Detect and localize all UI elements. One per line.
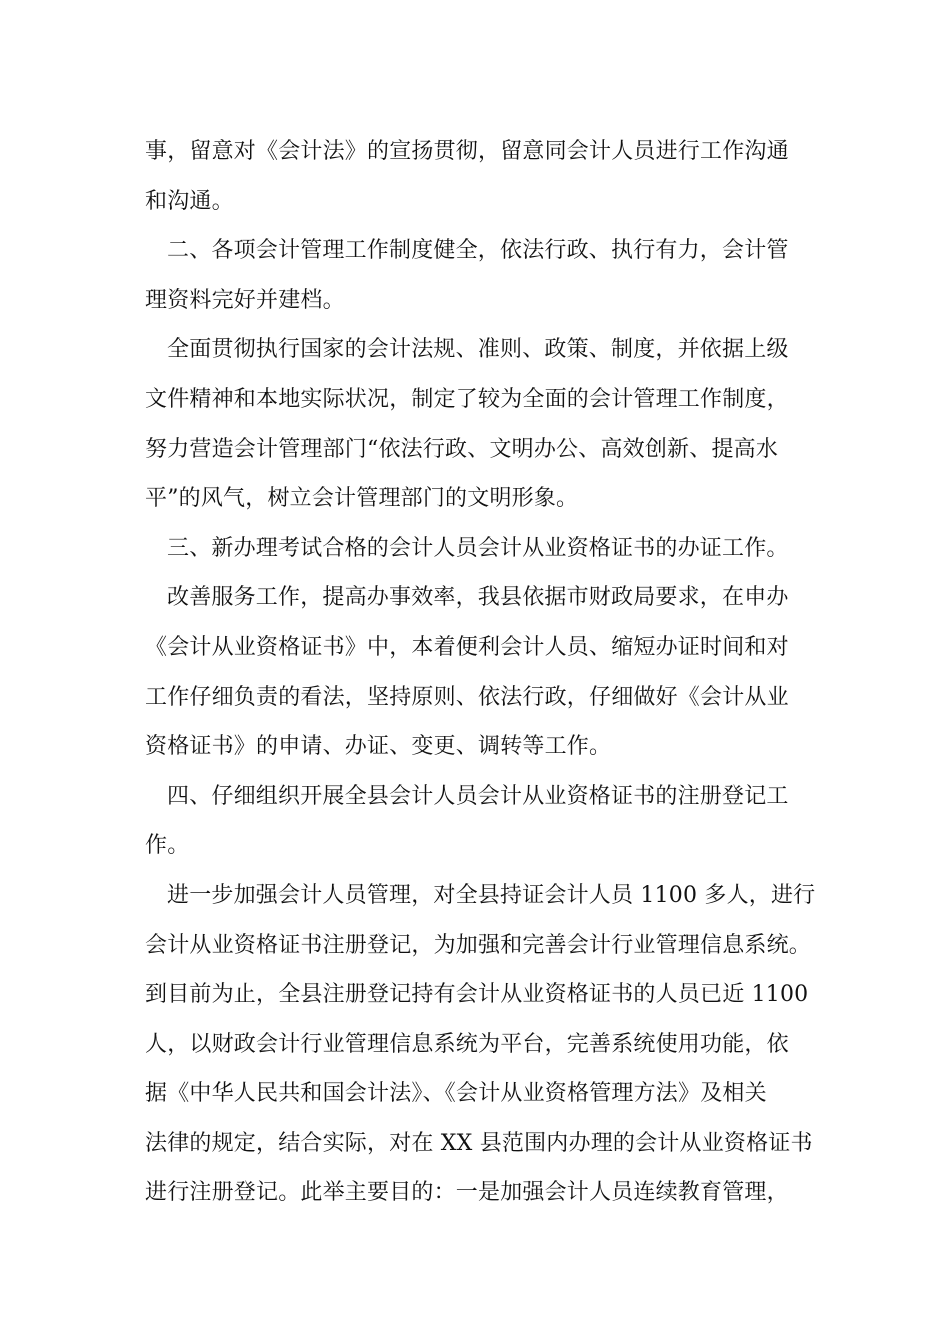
- text-line: 和沟通。: [145, 188, 234, 214]
- text-line: 据《中华人民共和国会计法》、《会计从业资格管理方法》及相关: [145, 1081, 767, 1107]
- text-line: 会计从业资格证书注册登记，为加强和完善会计行业管理信息系统。: [145, 932, 812, 958]
- text-line: 理资料完好并建档。: [145, 287, 345, 313]
- text-line: 平”的风气，树立会计管理部门的文明形象。: [145, 486, 579, 512]
- text-line: 进行注册登记。此举主要目的：一是加强会计人员连续教育管理，: [145, 1180, 789, 1206]
- text-line: 进一步加强会计人员管理，对全县持证会计人员 1100 多人，进行: [167, 882, 816, 908]
- text-line: 全面贯彻执行国家的会计法规、准则、政策、制度，并依据上级: [167, 337, 789, 363]
- text-line: 工作仔细负责的看法，坚持原则、依法行政，仔细做好《会计从业: [145, 684, 789, 710]
- text-line: 三、新办理考试合格的会计人员会计从业资格证书的办证工作。: [167, 535, 789, 561]
- text-line: 文件精神和本地实际状况，制定了较为全面的会计管理工作制度，: [145, 386, 789, 412]
- text-line: 《会计从业资格证书》中，本着便利会计人员、缩短办证时间和对: [145, 634, 789, 660]
- text-line: 改善服务工作，提高办事效率，我县依据市财政局要求，在申办: [167, 585, 789, 611]
- text-line: 人，以财政会计行业管理信息系统为平台，完善系统使用功能，依: [145, 1031, 789, 1057]
- text-line: 作。: [145, 833, 190, 859]
- text-line: 事，留意对《会计法》的宣扬贯彻，留意同会计人员进行工作沟通: [145, 139, 789, 164]
- document-body: [145, 127, 825, 1218]
- text-line: 努力营造会计管理部门“依法行政、文明办公、高效创新、提高水: [145, 436, 779, 462]
- text-line: 法律的规定，结合实际，对在 XX 县范围内办理的会计从业资格证书: [145, 1130, 813, 1156]
- text-line: 二、各项会计管理工作制度健全，依法行政、执行有力，会计管: [167, 238, 789, 264]
- text-line: 四、仔细组织开展全县会计人员会计从业资格证书的注册登记工: [167, 783, 789, 809]
- text-line: 到目前为止，全县注册登记持有会计从业资格证书的人员已近 1100: [145, 982, 809, 1008]
- text-line: 资格证书》的申请、办证、变更、调转等工作。: [145, 734, 612, 760]
